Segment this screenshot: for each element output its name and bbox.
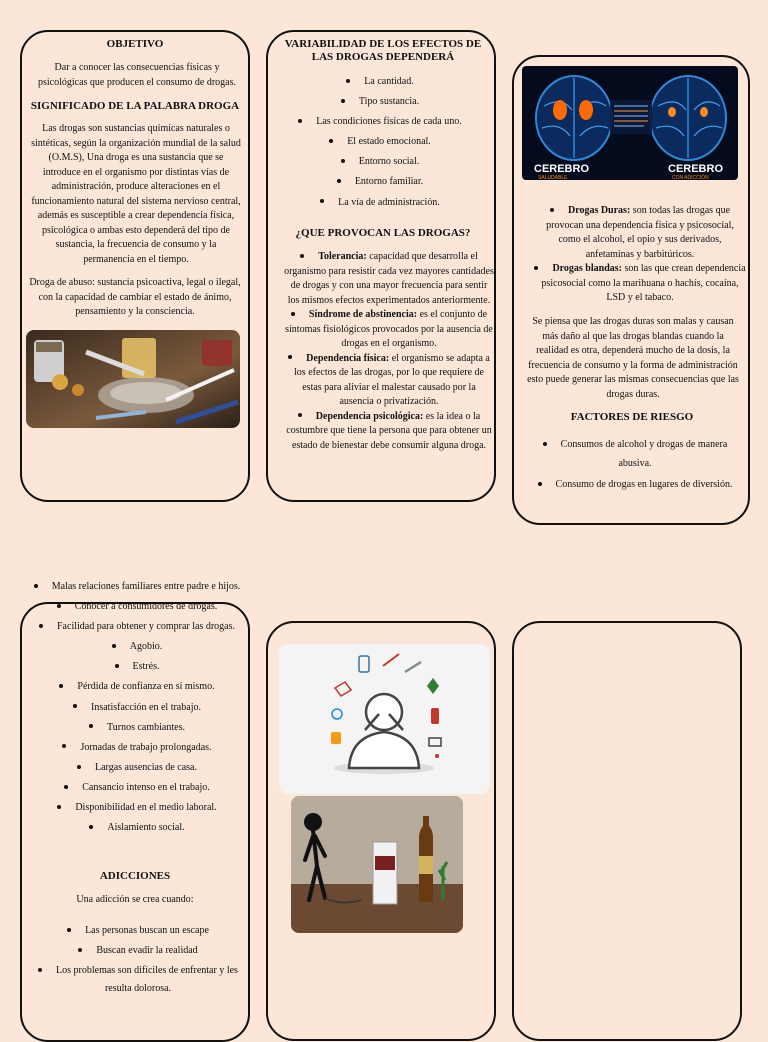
list-item: Drogas blandas: son las que crean dependencia psicosocial como la marihuana o hachís, cocaína, LSD y el tabaco. xyxy=(534,262,746,306)
panel-vacio xyxy=(512,621,742,1041)
droga-abuso-text: Droga de abuso: sustancia psicoactiva, legal o ilegal, con la capacidad de cambiar el estado de ánimo, pensamiento y la consciencia. xyxy=(29,277,241,317)
list-item: Conocer a consumidores de drogas. xyxy=(28,600,246,615)
objetivo-heading: OBJETIVO xyxy=(106,38,164,50)
significado-heading: SIGNIFICADO DE LA PALABRA DROGA xyxy=(30,100,240,112)
brain-right-label: CEREBRO xyxy=(668,163,724,175)
list-item: Pérdida de confianza en sí mismo. xyxy=(28,680,246,695)
list-item: Agobio. xyxy=(28,640,246,655)
tipos-drogas-list xyxy=(534,204,746,306)
variabilidad-list xyxy=(290,75,470,210)
factores-heading: FACTORES DE RIESGO xyxy=(570,411,694,423)
list-item: Aislamiento social. xyxy=(28,821,246,836)
addiction-photo xyxy=(291,796,463,933)
factores-list-1 xyxy=(526,435,744,494)
adicciones-intro: Una adicción se crea cuando: xyxy=(76,894,194,905)
list-item: Largas ausencias de casa. xyxy=(28,761,246,776)
adicciones-list xyxy=(30,922,246,998)
brain-right-sublabel: CON ADICCIÓN xyxy=(672,175,709,180)
list-item: Entorno familiar. xyxy=(290,175,470,190)
objetivo-text: Dar a conocer las consecuencias físicas y psicológicas que producen el consumo de drogas. xyxy=(37,62,236,88)
list-item: Síndrome de abstinencia: es el conjunto de síntomas fisiológicos provocados por la ausencia de drogas en el organismo. xyxy=(285,309,493,349)
variabilidad-heading: VARIABILIDAD DE LOS EFECTOS DE LAS DROGAS DEPENDERÁ xyxy=(284,38,482,63)
list-item: Las personas buscan un escape xyxy=(30,922,246,940)
list-item: Consumo de drogas en lugares de diversión. xyxy=(526,475,744,494)
list-item: Malas relaciones familiares entre padre e hijos. xyxy=(28,580,246,595)
brain-left-label: CEREBRO xyxy=(534,163,590,175)
list-item: La cantidad. xyxy=(290,75,470,90)
provocan-heading: ¿QUE PROVOCAN LAS DROGAS? xyxy=(295,227,471,239)
list-item: Dependencia psicológica: es la idea o la costumbre que tiene la persona que para obtener un estado de bienestar debe consumir alguna droga. xyxy=(286,410,492,451)
adicciones-heading: ADICCIONES xyxy=(99,870,171,882)
list-item: Buscan evadir la realidad xyxy=(30,942,246,960)
brain-left-sublabel: SALUDABLE xyxy=(538,175,568,180)
drugs-photo xyxy=(26,330,240,428)
efectos-list xyxy=(284,250,494,453)
list-item: El estado emocional. xyxy=(290,135,470,150)
definicion-text: Las drogas son sustancias químicas naturales o sintéticas, según la organización mundial de la salud (O.M.S), Una droga es una sustancia que se introduce en el organismo por distintas vías de administración, produce alteraciones en el funcionamiento natural del sistema nervioso central, además es susceptible a crear dependencia física, psicológica o ambas esto dependerá del tipo de sustancia, la frecuencia de consumo y la permanencia en el tiempo. xyxy=(31,123,241,265)
list-item: Facilidad para obtener y comprar las drogas. xyxy=(28,620,246,635)
list-item: Disponibilidad en el medio laboral. xyxy=(28,801,246,816)
list-item: La vía de administración. xyxy=(290,196,470,211)
list-item: Los problemas son difíciles de enfrentar y les resulta dolorosa. xyxy=(30,962,246,998)
drogas-nota-text: Se piensa que las drogas duras son malas y causan más daño al que las drogas blandas cuando la realidad es otra, dependerá mucho de la dosis, la frecuencia de consumo y la forma de administración esto puede generar las mismas consecuencias que las drogas duras. xyxy=(527,316,739,400)
list-item: Estrés. xyxy=(28,660,246,675)
list-item: Drogas Duras: son todas las drogas que provocan una dependencia física y psicosocial, como el alcohol, el opio y sus derivados, anfetaminas y barbitúricos. xyxy=(546,205,734,260)
addiction-illustration xyxy=(279,644,490,794)
list-item: Dependencia física: el organismo se adapta a los efectos de las drogas, por lo que requiere de estas para aliviar el malestar causado por la ausencia o privatización. xyxy=(284,352,494,410)
list-item: Cansancio intenso en el trabajo. xyxy=(28,781,246,796)
list-item: Las condiciones físicas de cada uno. xyxy=(290,115,470,130)
list-item: Insatisfacción en el trabajo. xyxy=(28,701,246,716)
brain-comparison-image xyxy=(522,66,738,180)
list-item: Tolerancia: capacidad que desarrolla el organismo para resistir cada vez mayores cantidades de drogas y con una mayor frecuencia para sentir los mismos efectos experimentados anteriormente. xyxy=(284,251,494,306)
list-item: Turnos cambiantes. xyxy=(28,721,246,736)
list-item: Consumos de alcohol y drogas de manera abusiva. xyxy=(526,435,744,473)
factores-list-2 xyxy=(28,580,246,836)
list-item: Entorno social. xyxy=(290,155,470,170)
list-item: Jornadas de trabajo prolongadas. xyxy=(28,741,246,756)
list-item: Tipo sustancia. xyxy=(290,95,470,110)
